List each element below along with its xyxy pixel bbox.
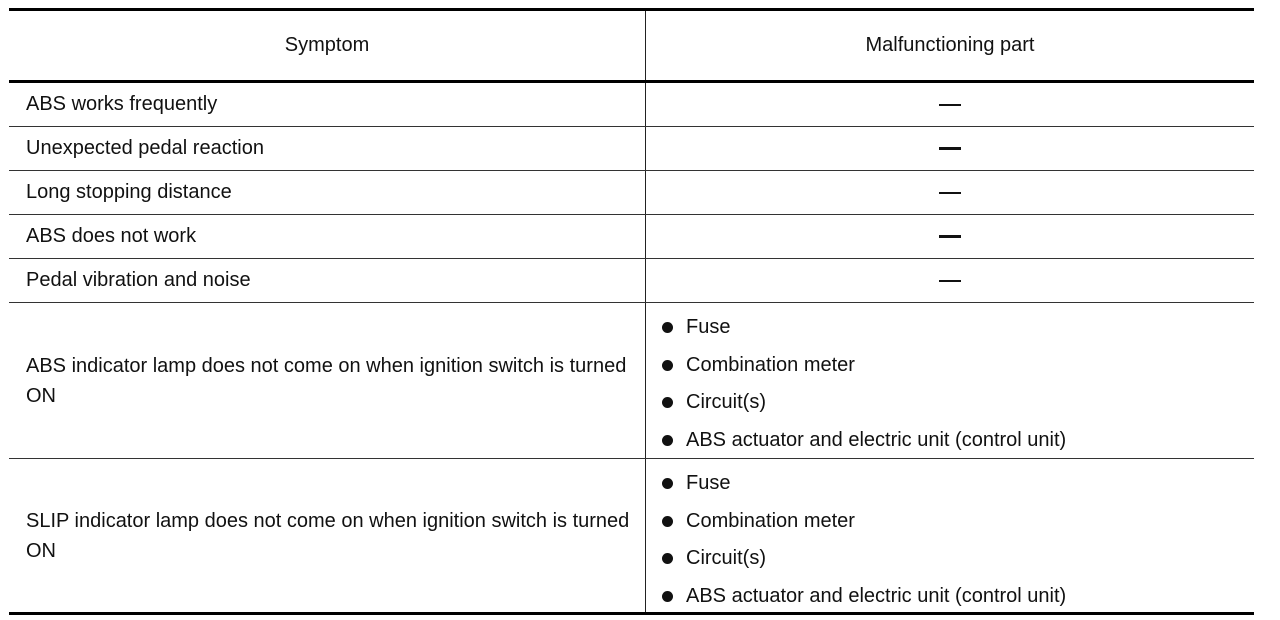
dash-mark <box>939 192 961 194</box>
header-symptom: Symptom <box>9 11 646 80</box>
bullet-icon <box>662 397 673 408</box>
part-label: Circuit(s) <box>686 391 766 414</box>
part-label: ABS actuator and electric unit (control unit) <box>686 428 1067 451</box>
part-label: Combination meter <box>686 353 855 376</box>
list-item <box>662 578 1254 616</box>
table-row <box>9 127 1254 171</box>
symptom-cell: ABS does not work <box>9 215 646 258</box>
list-item <box>662 465 1254 503</box>
part-cell <box>646 259 1254 302</box>
part-label: Combination meter <box>686 509 855 532</box>
table-row <box>9 83 1254 127</box>
header-malfunctioning-part: Malfunctioning part <box>865 34 1035 56</box>
table-row <box>9 215 1254 259</box>
table-row <box>9 459 1254 612</box>
table-row <box>9 259 1254 303</box>
part-label: Circuit(s) <box>686 547 766 570</box>
table-row <box>9 171 1254 215</box>
list-item <box>662 309 1254 347</box>
dash-mark <box>939 104 961 106</box>
table-row <box>9 303 1254 459</box>
dash-mark <box>939 280 961 282</box>
part-cell <box>646 83 1254 126</box>
symptom-text: SLIP indicator lamp does not come on when ignition switch is turned ON <box>26 509 630 562</box>
bullet-icon <box>662 478 673 489</box>
symptom-cell <box>9 459 646 612</box>
bullet-icon <box>662 553 673 564</box>
bullet-icon <box>662 360 673 371</box>
symptom-text: ABS indicator lamp does not come on when ignition switch is turned ON <box>26 354 627 407</box>
part-cell <box>646 215 1254 258</box>
table-header-row <box>9 11 1254 83</box>
bullet-icon <box>662 435 673 446</box>
symptom-cell <box>9 303 646 458</box>
list-item <box>662 384 1254 422</box>
part-label: Fuse <box>686 316 731 339</box>
part-cell <box>646 171 1254 214</box>
list-item <box>662 540 1254 578</box>
symptom-cell: Long stopping distance <box>9 171 646 214</box>
bullet-icon <box>662 516 673 527</box>
list-item <box>662 422 1254 460</box>
bullet-icon <box>662 322 673 333</box>
part-label: ABS actuator and electric unit (control unit) <box>686 584 1067 607</box>
part-label: Fuse <box>686 472 731 495</box>
part-cell <box>646 127 1254 170</box>
diagnosis-table <box>9 8 1254 615</box>
part-list <box>646 303 1254 458</box>
bullet-icon <box>662 591 673 602</box>
list-item <box>662 503 1254 541</box>
symptom-cell: ABS works frequently <box>9 83 646 126</box>
dash-mark <box>939 147 961 150</box>
part-list <box>646 459 1254 612</box>
symptom-cell: Unexpected pedal reaction <box>9 127 646 170</box>
dash-mark <box>939 235 961 238</box>
list-item <box>662 347 1254 385</box>
symptom-cell: Pedal vibration and noise <box>9 259 646 302</box>
